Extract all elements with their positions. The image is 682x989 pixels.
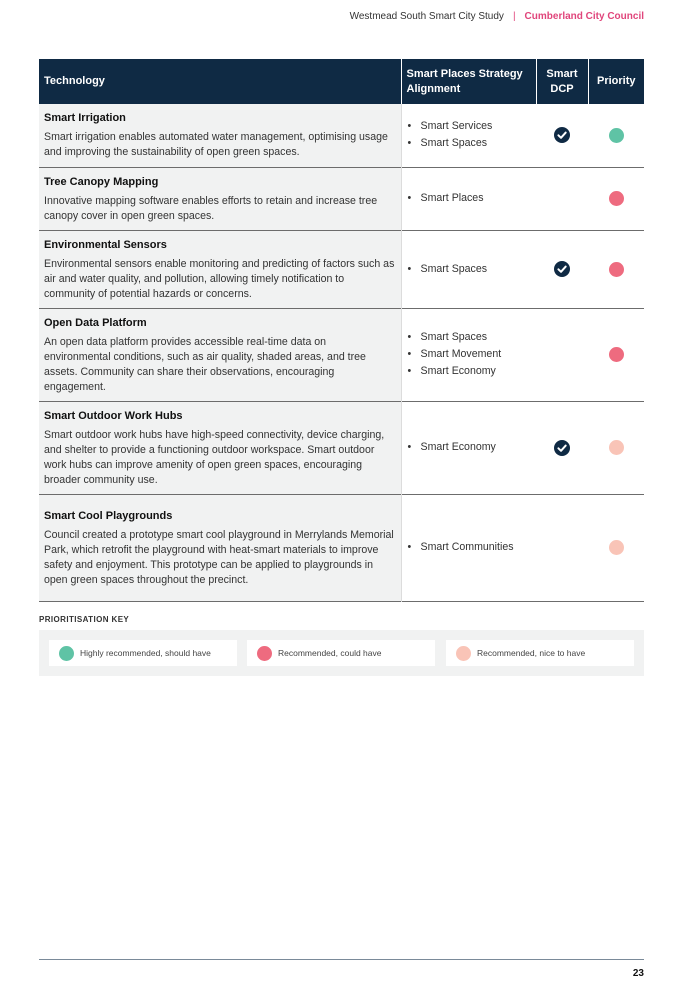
list-item: • Smart Economy — [407, 439, 532, 456]
check-icon — [554, 261, 570, 277]
header-separator: | — [512, 11, 516, 22]
priority-dot-icon — [257, 646, 272, 661]
technology-name: Open Data Platform — [44, 316, 147, 329]
key-title: PRIORITISATION KEY — [39, 615, 130, 624]
priority-cell — [588, 401, 644, 494]
technology-name: Environmental Sensors — [44, 238, 167, 251]
check-icon — [554, 127, 570, 143]
header-dcp: Smart DCP — [536, 59, 588, 104]
priority-cell — [588, 308, 644, 401]
priority-dot-icon — [609, 440, 624, 455]
technology-description: An open data platform provides accessible real-time data on environmental conditions, such as air quality, shaded areas, and tree assets. Community can share their observations, encouraging engagement. — [44, 335, 366, 393]
technology-cell — [39, 308, 401, 401]
table-row — [39, 308, 644, 401]
list-item: • Smart Spaces — [407, 135, 532, 152]
technology-table — [39, 59, 644, 602]
table-header-row — [39, 59, 644, 104]
priority-dot-icon — [59, 646, 74, 661]
priority-cell — [588, 167, 644, 230]
key-item-could — [247, 640, 435, 666]
technology-description: Smart outdoor work hubs have high-speed connectivity, device charging, and shelter to provide a functioning outdoor workspace. Smart outdoor work hubs can improve amenity of open green spaces, encouraging broader community use. — [44, 428, 385, 486]
header-priority: Priority — [588, 59, 644, 104]
key-item-high — [49, 640, 237, 666]
table-row — [39, 167, 644, 230]
priority-cell — [588, 494, 644, 601]
alignment-cell — [401, 167, 536, 230]
technology-name: Tree Canopy Mapping — [44, 175, 159, 188]
dcp-cell — [536, 308, 588, 401]
list-item: • Smart Places — [407, 190, 532, 207]
table-row — [39, 401, 644, 494]
alignment-list — [407, 439, 532, 456]
alignment-cell — [401, 401, 536, 494]
council-name: Cumberland City Council — [524, 11, 644, 22]
page-number: 23 — [632, 968, 644, 979]
header-technology: Technology — [39, 59, 401, 104]
alignment-cell — [401, 308, 536, 401]
key-label: Highly recommended, should have — [80, 648, 211, 658]
check-icon — [554, 440, 570, 456]
key-item-nice — [446, 640, 634, 666]
priority-dot-icon — [609, 191, 624, 206]
table-row — [39, 494, 644, 601]
technology-description: Council created a prototype smart cool playground in Merrylands Memorial Park, which retrofit the playground with heat-smart materials to improve safety and enjoyment. This prototype can be applied to playgrounds in open green spaces throughout the precinct. — [44, 528, 394, 586]
key-label: Recommended, could have — [278, 648, 382, 658]
priority-dot-icon — [456, 646, 471, 661]
key-label: Recommended, nice to have — [477, 648, 586, 658]
alignment-list — [407, 539, 532, 556]
table-row — [39, 230, 644, 308]
alignment-list — [407, 261, 532, 278]
list-item: • Smart Spaces — [407, 329, 532, 346]
dcp-cell — [536, 167, 588, 230]
alignment-list — [407, 118, 532, 152]
alignment-cell — [401, 494, 536, 601]
priority-cell — [588, 104, 644, 167]
dcp-cell — [536, 230, 588, 308]
technology-cell — [39, 167, 401, 230]
list-item: • Smart Movement — [407, 346, 532, 363]
priority-dot-icon — [609, 540, 624, 555]
list-item: • Smart Services — [407, 118, 532, 135]
technology-cell — [39, 104, 401, 167]
dcp-cell — [536, 494, 588, 601]
technology-cell — [39, 401, 401, 494]
technology-cell — [39, 494, 401, 601]
header-alignment: Smart Places Strategy Alignment — [401, 59, 536, 104]
alignment-list — [407, 329, 532, 380]
footer-divider — [39, 959, 644, 960]
list-item: • Smart Spaces — [407, 261, 532, 278]
dcp-cell — [536, 401, 588, 494]
list-item: • Smart Communities — [407, 539, 532, 556]
table-row — [39, 104, 644, 167]
alignment-cell — [401, 230, 536, 308]
priority-dot-icon — [609, 262, 624, 277]
study-title: Westmead South Smart City Study — [349, 11, 504, 22]
prioritisation-key — [39, 630, 644, 676]
priority-cell — [588, 230, 644, 308]
technology-description: Innovative mapping software enables efforts to retain and increase tree canopy cover in open green spaces. — [44, 194, 378, 222]
technology-description: Smart irrigation enables automated water management, optimising usage and improving the sustainability of open green spaces. — [44, 131, 388, 159]
alignment-list — [407, 190, 532, 207]
priority-dot-icon — [609, 347, 624, 362]
priority-dot-icon — [609, 128, 624, 143]
technology-name: Smart Cool Playgrounds — [44, 509, 173, 522]
dcp-cell — [536, 104, 588, 167]
technology-name: Smart Outdoor Work Hubs — [44, 409, 183, 422]
list-item: • Smart Economy — [407, 363, 532, 380]
technology-description: Environmental sensors enable monitoring and predicting of factors such as air and water quality, and pollution, allowing timely notification to community of potential hazards or concerns. — [44, 257, 395, 300]
alignment-cell — [401, 104, 536, 167]
page-header — [350, 11, 644, 22]
technology-name: Smart Irrigation — [44, 112, 126, 125]
technology-cell — [39, 230, 401, 308]
